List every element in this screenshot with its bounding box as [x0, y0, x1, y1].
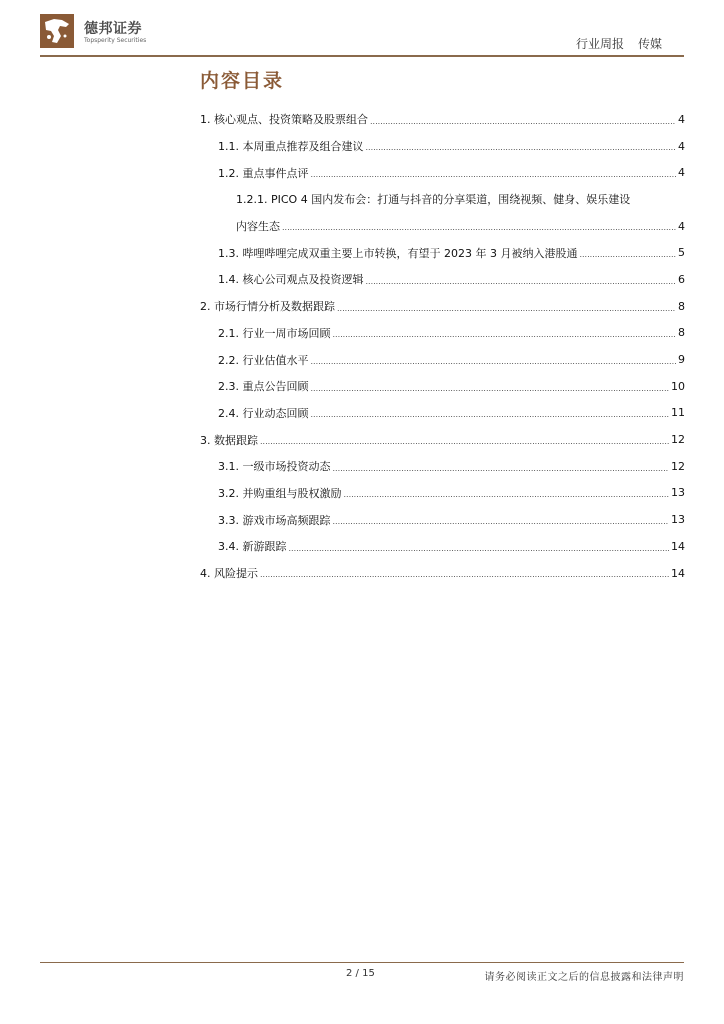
- toc-entry[interactable]: [200, 266, 685, 293]
- toc-leader-dots: [260, 570, 669, 586]
- toc-leader-dots: [344, 490, 670, 506]
- toc-entry-page: 13: [671, 513, 685, 527]
- toc-entry-page: 13: [671, 486, 685, 500]
- footer-divider: [40, 962, 684, 963]
- toc-entry[interactable]: [200, 373, 685, 400]
- toc-leader-dots: [337, 304, 676, 320]
- toc-entry-label: 4. 风险提示: [200, 567, 258, 581]
- toc-entry-page: 10: [671, 379, 685, 393]
- toc-entry-label: 1.1. 本周重点推荐及组合建议: [218, 140, 364, 154]
- toc-entry[interactable]: [200, 133, 685, 160]
- toc-entry-label: 2. 市场行情分析及数据跟踪: [200, 300, 335, 314]
- toc-entry[interactable]: [200, 426, 685, 453]
- toc-entry[interactable]: [200, 453, 685, 480]
- toc-entry-label: 3.2. 并购重组与股权激励: [218, 486, 342, 500]
- toc-entry-label: 3.1. 一级市场投资动态: [218, 460, 331, 474]
- toc-entry-label: 2.4. 行业动态回顾: [218, 406, 309, 420]
- table-of-contents: [200, 106, 685, 586]
- report-category: [576, 35, 662, 52]
- toc-entry-page: 5: [678, 246, 685, 260]
- toc-entry[interactable]: [200, 346, 685, 373]
- toc-entry[interactable]: [200, 533, 685, 560]
- toc-leader-dots: [311, 384, 670, 400]
- toc-leader-dots: [311, 410, 670, 426]
- toc-entry-label: 2.3. 重点公告回顾: [218, 380, 309, 394]
- page-title: 内容目录: [200, 70, 285, 92]
- toc-entry-continuation[interactable]: [200, 213, 685, 240]
- toc-leader-dots: [579, 250, 676, 266]
- page-number: 2 / 15: [346, 968, 375, 979]
- toc-entry-label: 2.2. 行业估值水平: [218, 353, 309, 367]
- toc-entry-page: 14: [671, 539, 685, 553]
- toc-entry[interactable]: [200, 106, 685, 133]
- toc-entry-label: 1.3. 哔哩哔哩完成双重主要上市转换，有望于 2023 年 3 月被纳入港股通: [218, 246, 578, 260]
- toc-entry-label: 2.1. 行业一周市场回顾: [218, 326, 331, 340]
- tiger-logo-icon: [40, 14, 74, 48]
- toc-entry-label: 1.2.1. PICO 4 国内发布会：打通与抖音的分享渠道，围绕视频、健身、娱乐建设: [236, 193, 631, 207]
- toc-entry-page: 8: [678, 299, 685, 313]
- toc-entry[interactable]: [200, 239, 685, 266]
- toc-entry-label: 3.3. 游戏市场高频跟踪: [218, 513, 331, 527]
- toc-entry-page: 4: [678, 112, 685, 126]
- toc-entry-label: 3. 数据跟踪: [200, 433, 258, 447]
- toc-entry-label: 1.2. 重点事件点评: [218, 166, 309, 180]
- company-logo: [40, 14, 160, 48]
- toc-entry-page: 4: [678, 166, 685, 180]
- legal-disclaimer: 请务必阅读正文之后的信息披露和法律声明: [484, 972, 684, 983]
- toc-entry[interactable]: [200, 186, 685, 213]
- toc-leader-dots: [370, 117, 676, 133]
- toc-entry[interactable]: [200, 400, 685, 427]
- toc-entry-page: 12: [671, 433, 685, 447]
- logo-company-name-en: Topsperity Securities: [84, 37, 147, 44]
- toc-entry-page: 14: [671, 566, 685, 580]
- toc-entry[interactable]: [200, 480, 685, 507]
- toc-entry[interactable]: [200, 506, 685, 533]
- toc-leader-dots: [311, 170, 677, 186]
- report-sector: 传媒: [637, 37, 662, 51]
- toc-leader-dots: [282, 223, 676, 239]
- toc-entry[interactable]: [200, 320, 685, 347]
- toc-entry-label-continuation: 内容生态: [236, 220, 280, 234]
- toc-entry-label: 3.4. 新游跟踪: [218, 540, 287, 554]
- header-divider: [40, 55, 684, 57]
- toc-entry-page: 4: [678, 139, 685, 153]
- toc-entry-label: 1. 核心观点、投资策略及股票组合: [200, 113, 368, 127]
- toc-leader-dots: [333, 330, 677, 346]
- logo-company-name: 德邦证券: [84, 21, 142, 37]
- report-type: 行业周报: [575, 37, 624, 51]
- toc-entry-page: 8: [678, 326, 685, 340]
- toc-leader-dots: [311, 357, 677, 373]
- toc-entry[interactable]: [200, 560, 685, 587]
- toc-entry-page: 6: [678, 272, 685, 286]
- toc-leader-dots: [260, 437, 669, 453]
- toc-leader-dots: [366, 277, 677, 293]
- toc-entry-page: 12: [671, 459, 685, 473]
- toc-leader-dots: [333, 517, 670, 533]
- toc-entry-page: 11: [671, 406, 685, 420]
- toc-entry[interactable]: [200, 293, 685, 320]
- toc-entry-page: 4: [678, 219, 685, 233]
- toc-entry-page: 9: [678, 353, 685, 367]
- toc-leader-dots: [333, 464, 670, 480]
- toc-leader-dots: [366, 143, 677, 159]
- toc-entry-label: 1.4. 核心公司观点及投资逻辑: [218, 273, 364, 287]
- toc-leader-dots: [289, 544, 670, 560]
- toc-entry[interactable]: [200, 159, 685, 186]
